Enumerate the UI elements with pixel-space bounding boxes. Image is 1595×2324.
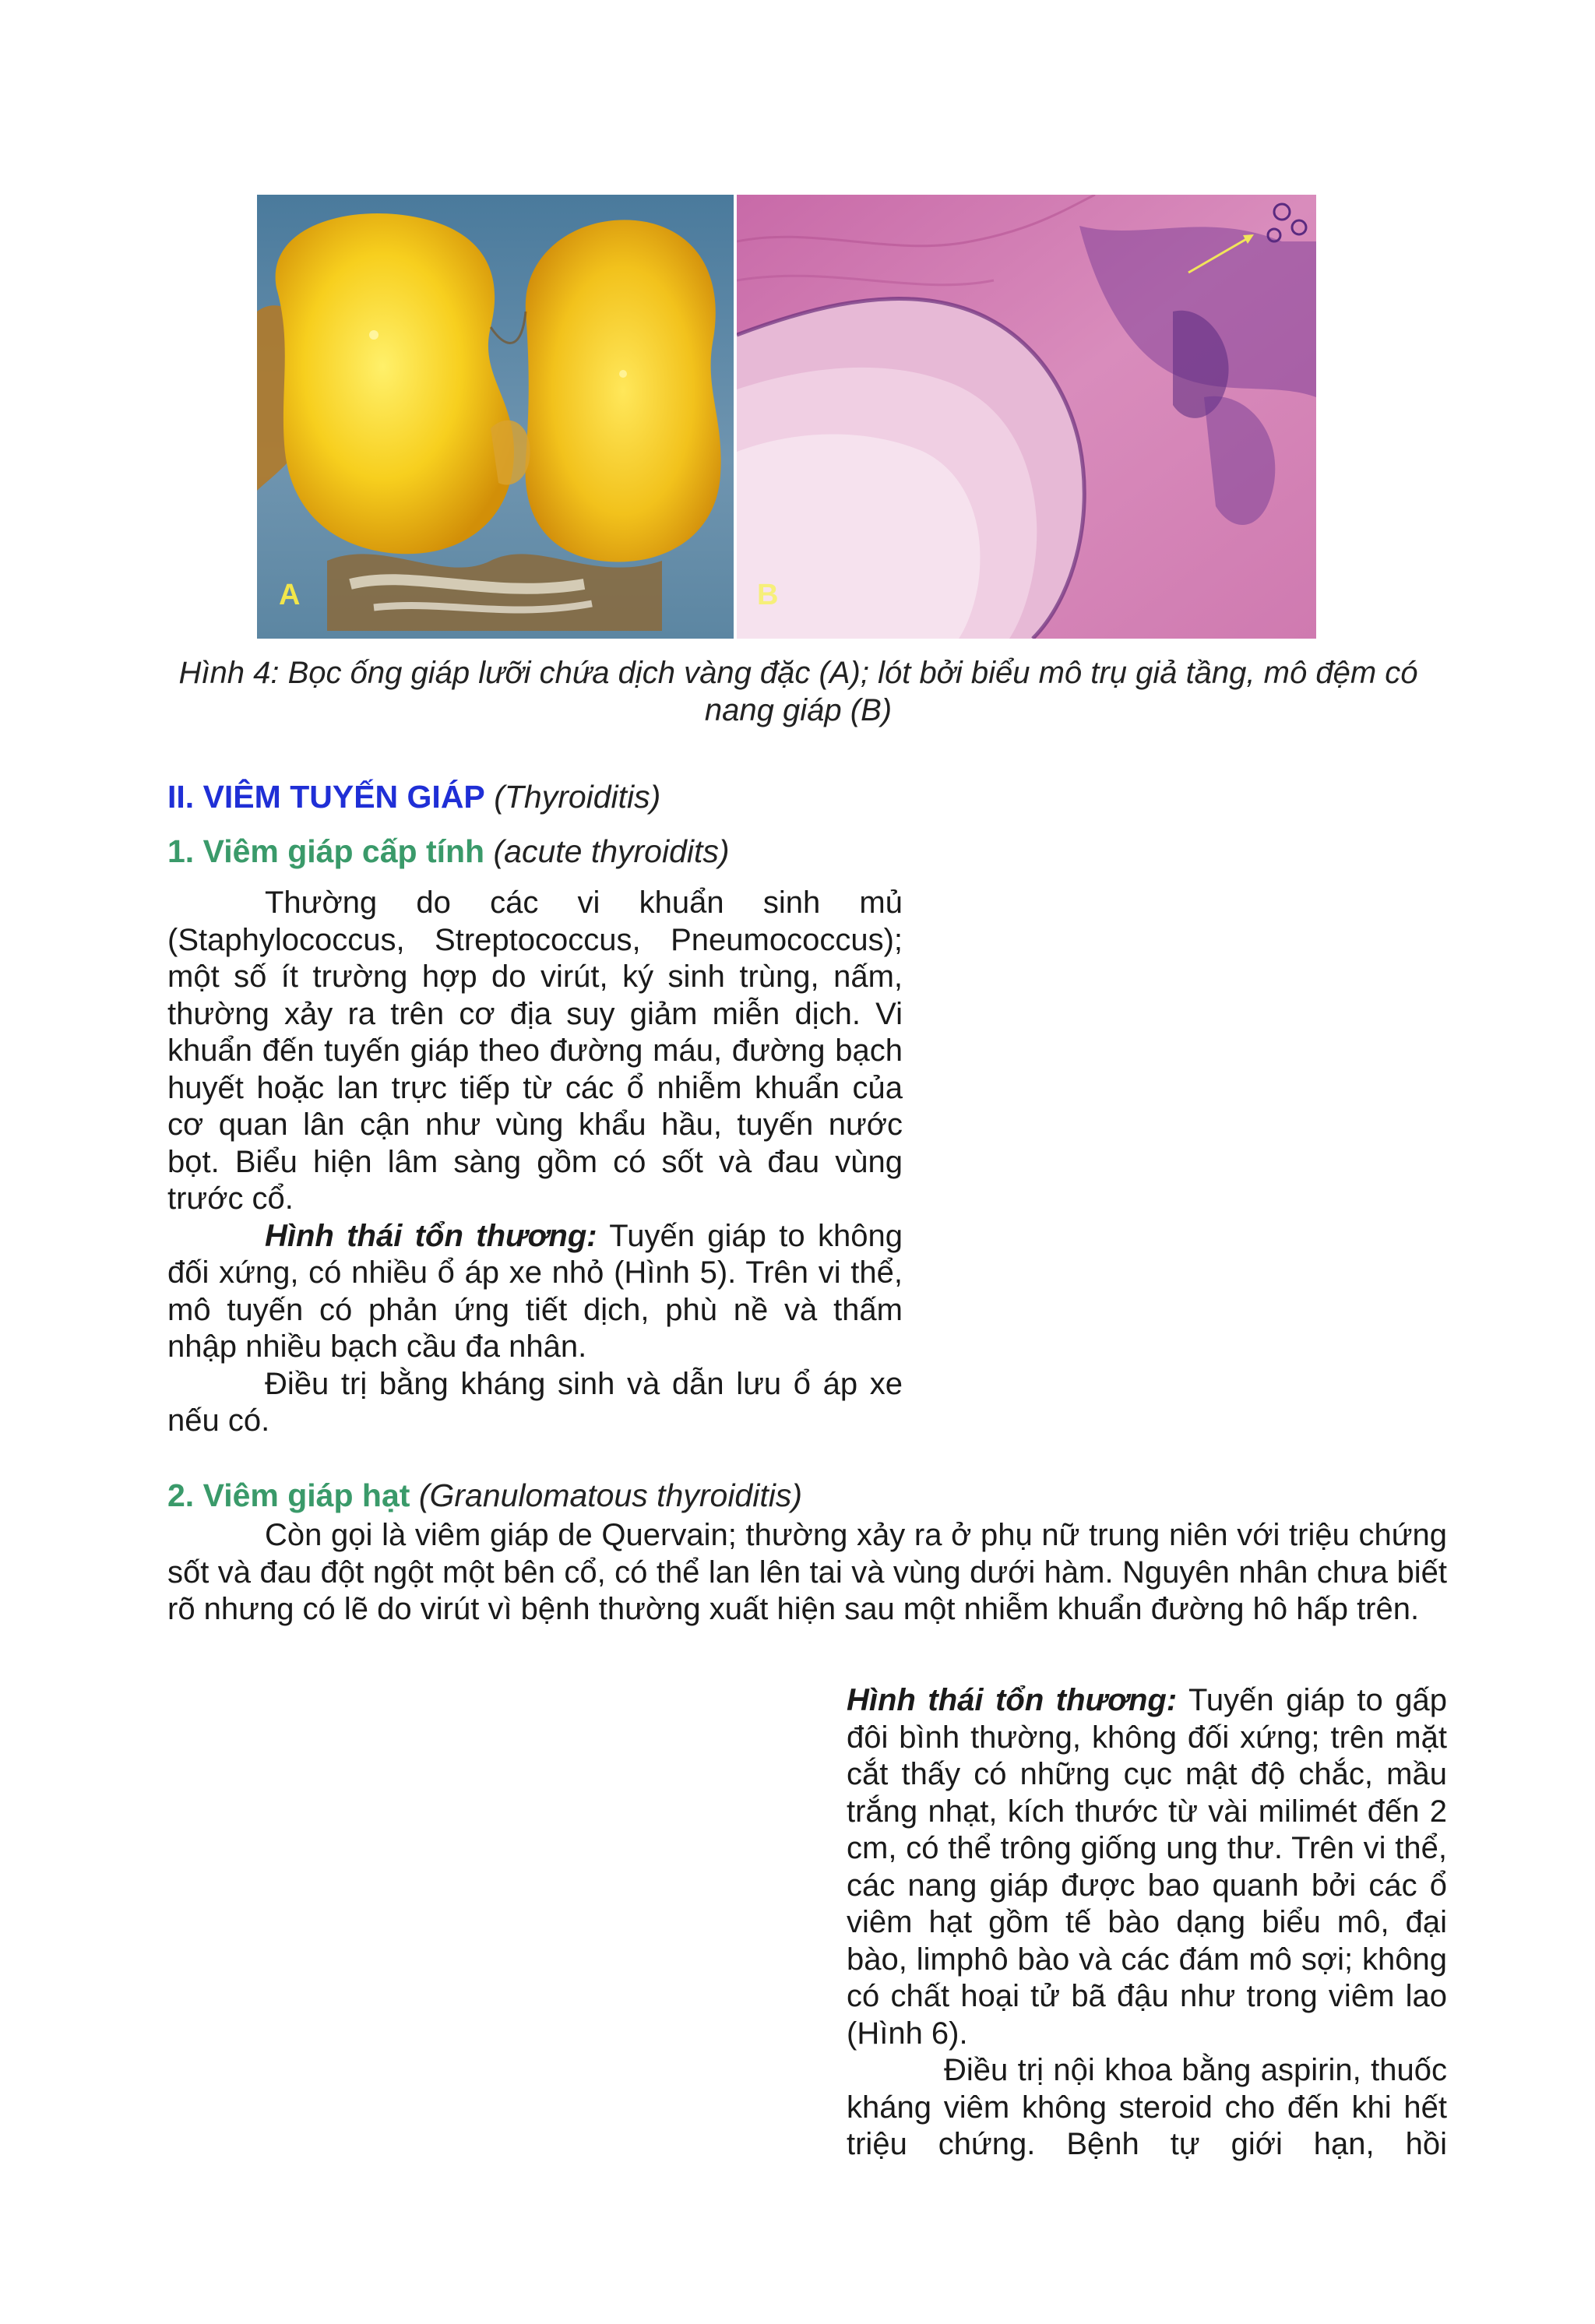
caption-line-2: nang giáp (B) <box>704 693 893 727</box>
subsection-1-paragraph-2 <box>167 1218 903 1366</box>
subsection-1-title: 1. Viêm giáp cấp tính <box>167 833 485 869</box>
subsection-2-paragraph-3: Điều trị nội khoa bằng aspirin, thuốc kháng viêm không steroid cho đến khi hết triệu chứng. Bệnh tự giới hạn, hồi <box>847 2053 1447 2161</box>
histology-micrograph <box>737 195 1316 639</box>
subsection-1-body <box>167 885 903 1440</box>
subsection-2-paragraph-2 <box>847 1682 1447 2052</box>
caption-line-1: Hình 4: Bọc ống giáp lưỡi chứa dịch vàng đặc (A); lót bởi biểu mô trụ giả tầng, mô đệm có <box>178 656 1418 690</box>
section-heading <box>167 777 660 816</box>
figure-4 <box>257 195 1316 639</box>
panel-a-label: A <box>279 579 301 611</box>
subsection-2-right-column <box>847 1682 1447 2164</box>
subsection-2-heading <box>167 1476 802 1515</box>
subsection-1-heading <box>167 832 730 871</box>
gross-specimen-photo <box>257 195 734 639</box>
subsection-2-intro <box>167 1517 1447 1629</box>
morphology-text: Tuyến giáp to không đối xứng, có nhiều ổ áp xe nhỏ (Hình 5). Trên vi thể, mô tuyến có phản ứng tiết dịch, phù nề và thấm nhập nhiều bạch cầu đa nhân. <box>167 1218 903 1364</box>
morphology-label-2: Hình thái tổn thương: <box>847 1683 1178 1717</box>
morphology-label: Hình thái tổn thương: <box>265 1218 597 1253</box>
subsection-2-latin: (Granulomatous thyroiditis) <box>418 1477 802 1513</box>
subsection-2-title: 2. Viêm giáp hạt <box>167 1477 410 1513</box>
morphology-text-2: Tuyến giáp to gấp đôi bình thường, không đối xứng; trên mặt cắt thấy có những cục mật độ chắc, mầu trắng nhạt, kích thước từ vài milimét đến 2 cm, có thể trông giống ung thư. Trên vi thể, các nang giáp được bao quanh bởi các ổ viêm hạt gồm tế bào dạng biểu mô, đại bào, limphô bào và các đám mô sợi; không có chất hoại tử bã đậu như trong viêm lao (Hình 6). <box>847 1683 1448 2051</box>
figure-caption <box>156 654 1441 729</box>
subsection-1-paragraph-1: Thường do các vi khuẩn sinh mủ (Staphylococcus, Streptococcus, Pneumococcus); một số ít trường hợp do virút, ký sinh trùng, nấm, thường xảy ra trên cơ địa suy giảm miễn dịch. Vi khuẩn đến tuyến giáp theo đường máu, đường bạch huyết hoặc lan trực tiếp từ các ổ nhiễm khuẩn của cơ quan lân cận như vùng khẩu hầu, tuyến nước bọt. Biểu hiện lâm sàng gồm có sốt và đau vùng trước cổ. <box>167 886 903 1216</box>
subsection-1-latin: (acute thyroidits) <box>493 833 730 869</box>
subsection-1-paragraph-3: Điều trị bằng kháng sinh và dẫn lưu ổ áp xe nếu có. <box>167 1366 903 1438</box>
section-heading-latin: (Thyroiditis) <box>494 779 661 815</box>
panel-b-label: B <box>757 579 779 611</box>
subsection-2-paragraph-1: Còn gọi là viêm giáp de Quervain; thường xảy ra ở phụ nữ trung niên với triệu chứng sốt và đau đột ngột một bên cổ, có thể lan lên tai và vùng dưới hàm. Nguyên nhân chưa biết rõ nhưng có lẽ do virút vì bệnh thường xuất hiện sau một nhiễm khuẩn đường hô hấp trên. <box>167 1518 1447 1626</box>
section-heading-title: II. VIÊM TUYẾN GIÁP <box>167 779 485 815</box>
